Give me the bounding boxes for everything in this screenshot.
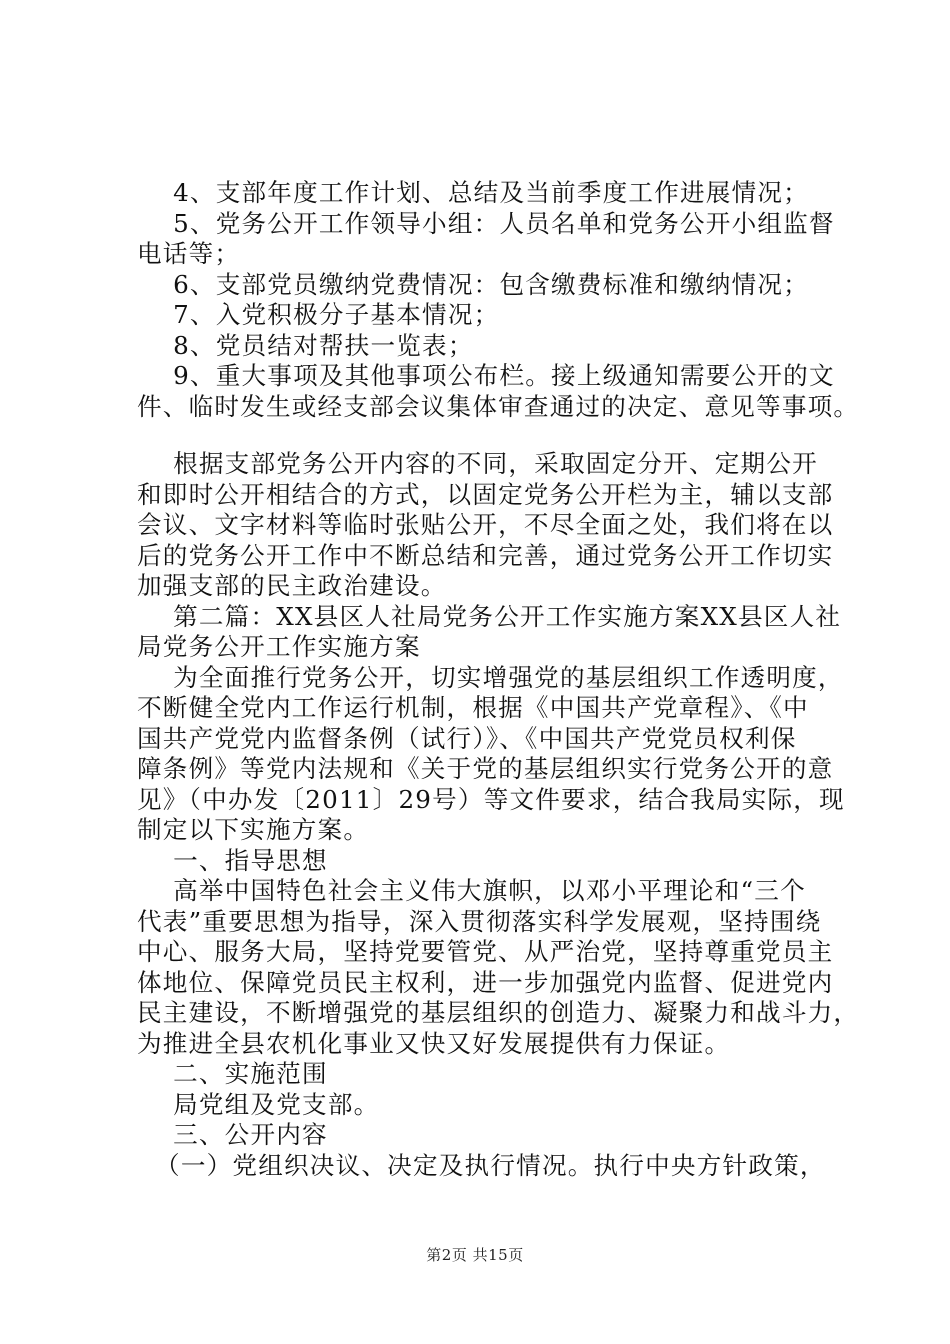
text-line: 局党务公开工作实施方案 (137, 632, 421, 661)
text-line: 8、党员结对帮扶一览表； (137, 330, 474, 360)
text-line: 5、党务公开工作领导小组：人员名单和党务公开小组监督 (137, 208, 835, 238)
text-line: 制定以下实施方案。 (137, 815, 370, 844)
text-line: 三、公开内容 (137, 1120, 328, 1149)
text-line: 体地位、保障党员民主权利，进一步加强党内监督、促进党内 (137, 967, 834, 997)
text-line: 二、实施范围 (137, 1059, 328, 1088)
text-line: 不断健全党内工作运行机制，根据《中国共产党章程》、《中 (137, 693, 809, 722)
text-line: 民主建设，不断增强党的基层组织的创造力、凝聚力和战斗力， (137, 998, 860, 1027)
text-line: 后的党务公开工作中不断总结和完善，通过党务公开工作切实 (137, 540, 834, 570)
text-line: 第二篇：XX县区人社局党务公开工作实施方案XX县区人社 (137, 601, 842, 631)
text-line: 障条例》等党内法规和《关于党的基层组织实行党务公开的意 (137, 754, 834, 783)
text-line: 和即时公开相结合的方式，以固定党务公开栏为主，辅以支部 (137, 479, 834, 509)
text-line: 7、入党积极分子基本情况； (137, 300, 500, 329)
text-line: 9、重大事项及其他事项公布栏。接上级通知需要公开的文 (137, 361, 835, 390)
text-line: 根据支部党务公开内容的不同，采取固定分开、定期公开 (137, 449, 818, 478)
text-line: 一、指导思想 (137, 845, 328, 875)
text-line: 高举中国特色社会主义伟大旗帜，以邓小平理论和“三个 (137, 876, 806, 905)
text-line: 见》（中办发〔2011〕29号）等文件要求，结合我局实际，现 (137, 784, 845, 814)
text-line: 国共产党党内监督条例（试行）》、《中国共产党党员权利保 (137, 723, 797, 753)
paragraph-gap (137, 422, 837, 449)
text-line: 4、支部年度工作计划、总结及当前季度工作进展情况； (137, 178, 809, 207)
text-line: 为全面推行党务公开，切实增强党的基层组织工作透明度， (137, 662, 844, 692)
text-line: 6、支部党员缴纳党费情况：包含缴费标准和缴纳情况； (137, 269, 809, 299)
text-line: （一）党组织决议、决定及执行情况。执行中央方针政策， (137, 1150, 826, 1180)
text-line: 代表”重要思想为指导，深入贯彻落实科学发展观，坚持围绕 (137, 906, 822, 936)
text-line: 局党组及党支部。 (137, 1089, 380, 1119)
text-line: 会议、文字材料等临时张贴公开，不尽全面之处，我们将在以 (137, 510, 834, 539)
page-footer: 第2页 共15页 (426, 1246, 524, 1264)
text-line: 件、临时发生或经支部会议集体审查通过的决定、意见等事项。 (137, 391, 860, 421)
text-line: 加强支部的民主政治建设。 (137, 571, 447, 600)
text-line: 为推进全县农机化事业又快又好发展提供有力保证。 (137, 1028, 731, 1058)
document-body (137, 178, 860, 1181)
text-line: 中心、服务大局，坚持党要管党、从严治党，坚持尊重党员主 (137, 937, 834, 966)
text-line: 电话等； (137, 239, 241, 268)
